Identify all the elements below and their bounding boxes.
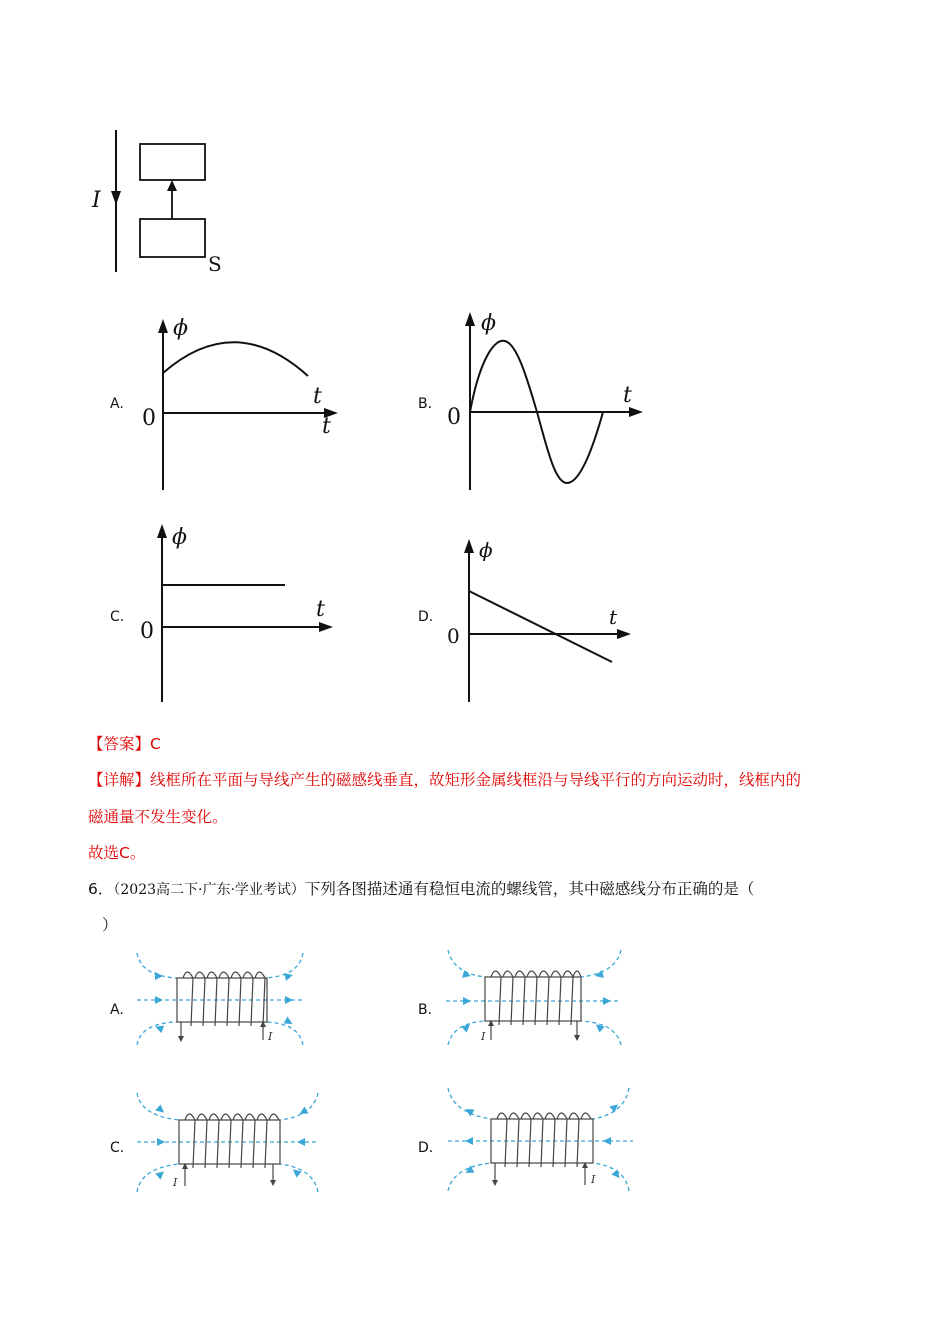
solenoid-d-label: D. <box>418 1140 434 1156</box>
current-label: I <box>92 188 101 213</box>
position-label: S <box>208 252 222 276</box>
origin-label: 0 <box>140 619 154 644</box>
option-d-label: D. <box>418 609 434 625</box>
conclusion-line <box>88 841 145 863</box>
x-axis-label: t <box>316 597 325 622</box>
analysis-line-2 <box>88 805 228 827</box>
flux-graph-b <box>445 308 655 493</box>
y-axis-label: ϕ <box>481 311 496 336</box>
origin-label: 0 <box>447 405 461 430</box>
y-axis-label: ϕ <box>479 538 493 562</box>
solenoid-b-label: B. <box>418 1002 433 1018</box>
question-source: （2023高二下·广东·学业考试） <box>113 882 305 898</box>
analysis-text-1: 线框所在平面与导线产生的磁感线垂直，故矩形金属线框沿与导线平行的方向运动时，线框内的 <box>150 771 802 789</box>
solenoid-figure-c <box>135 1088 325 1196</box>
x-axis-label: t <box>623 383 632 408</box>
flux-graph-c <box>140 520 350 705</box>
flux-graph-d <box>445 535 655 705</box>
solenoid-a-label: A. <box>110 1002 124 1018</box>
answer-line <box>88 732 161 754</box>
conclusion-prefix: 故选 <box>88 844 120 862</box>
current-label: I <box>268 1030 273 1043</box>
option-a-label: A. <box>110 396 124 412</box>
option-b-label: B. <box>418 396 433 412</box>
question-text: 下列各图描述通有稳恒电流的螺线管，其中磁感线分布正确的是（ <box>304 880 755 898</box>
wire-frame-figure <box>80 125 240 285</box>
y-axis-label: ϕ <box>172 525 187 550</box>
analysis-line-1 <box>88 768 801 790</box>
conclusion-suffix: 。 <box>129 844 146 862</box>
x-axis-label: t <box>313 384 322 409</box>
x-axis-label: t <box>609 605 618 629</box>
y-axis-label: ϕ <box>173 316 188 341</box>
flux-graph-a <box>140 315 350 495</box>
conclusion-value: C <box>119 844 130 862</box>
question-6-line-1 <box>88 877 754 899</box>
origin-label: 0 <box>142 406 156 431</box>
origin-label: 0 <box>447 624 460 648</box>
analysis-prefix: 【详解】 <box>88 771 151 789</box>
current-label: I <box>591 1173 596 1186</box>
current-label: I <box>173 1176 178 1189</box>
current-label: I <box>481 1030 486 1043</box>
option-c-label: C. <box>110 609 125 625</box>
question-number: 6． <box>88 880 114 898</box>
solenoid-figure-a <box>135 948 315 1048</box>
answer-prefix: 【答案】 <box>88 735 151 753</box>
question-close-paren: ） <box>102 916 118 934</box>
x-axis-label: t <box>322 414 331 439</box>
answer-value: C <box>150 735 161 753</box>
solenoid-c-label: C. <box>110 1140 125 1156</box>
solenoid-figure-b <box>443 945 628 1050</box>
solenoid-figure-d <box>443 1083 638 1195</box>
analysis-text-2: 磁通量不发生变化。 <box>88 808 228 826</box>
question-6-line-2 <box>102 913 118 935</box>
